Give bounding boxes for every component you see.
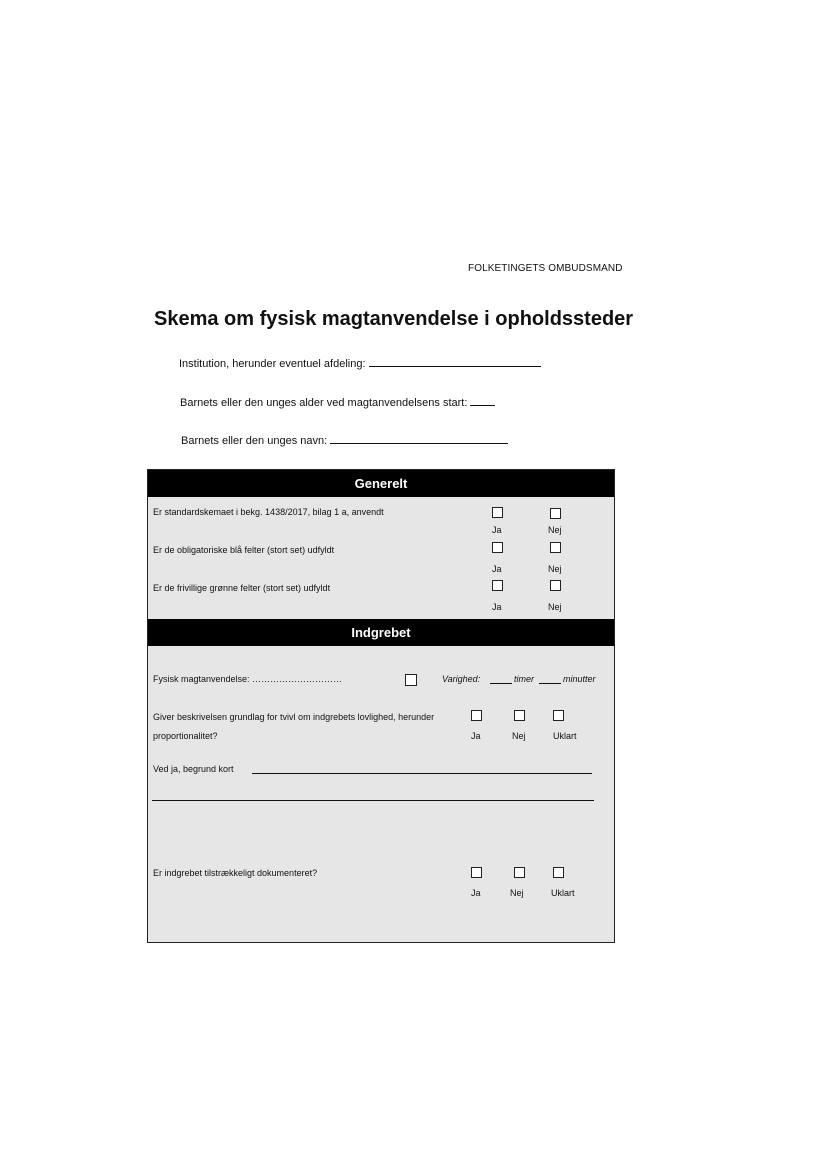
question-tvivl-line1: Giver beskrivelsen grundlag for tvivl om indgrebets lovlighed, herunder (153, 712, 435, 722)
option-label-nej: Nej (512, 731, 526, 741)
begrund-input-line-1[interactable] (252, 773, 592, 774)
question-tvivl-line2: proportionalitet? (153, 731, 218, 741)
begrund-input-line-2[interactable] (152, 800, 594, 801)
checkbox-dok-ja[interactable] (471, 867, 482, 878)
checkbox-q3-ja[interactable] (492, 580, 503, 591)
minutes-input-line[interactable] (539, 683, 561, 684)
review-panel (147, 469, 615, 943)
name-field (181, 432, 508, 447)
checkbox-q3-nej[interactable] (550, 580, 561, 591)
option-label-ja: Ja (492, 602, 502, 612)
name-label: Barnets eller den unges navn: (181, 435, 328, 447)
section-header-indgrebet: Indgrebet (148, 619, 614, 646)
option-label-ja: Ja (471, 888, 481, 898)
hours-input-line[interactable] (490, 683, 512, 684)
option-label-ja: Ja (492, 525, 502, 535)
option-label-nej: Nej (548, 525, 562, 535)
checkbox-fysisk[interactable] (405, 674, 417, 686)
varighed-label: Varighed: (442, 674, 481, 684)
checkbox-q2-ja[interactable] (492, 542, 503, 553)
age-input-line[interactable] (470, 394, 495, 406)
checkbox-dok-uklart[interactable] (553, 867, 564, 878)
checkbox-tvivl-uklart[interactable] (553, 710, 564, 721)
checkbox-q2-nej[interactable] (550, 542, 561, 553)
section-header-generelt: Generelt (148, 470, 614, 497)
checkbox-tvivl-ja[interactable] (471, 710, 482, 721)
option-label-uklart: Uklart (551, 888, 575, 898)
page-title: Skema om fysisk magtanvendelse i opholdssteder (154, 308, 634, 330)
timer-label: timer (514, 674, 534, 684)
age-field (180, 394, 495, 409)
organization-header: FOLKETINGETS OMBUDSMAND (468, 263, 623, 274)
option-label-uklart: Uklart (553, 731, 577, 741)
checkbox-q1-ja[interactable] (492, 507, 503, 518)
age-label: Barnets eller den unges alder ved magtanvendelsens start: (180, 397, 468, 409)
begrund-label: Ved ja, begrund kort (153, 764, 234, 774)
question-blaa-felter: Er de obligatoriske blå felter (stort set) udfyldt (153, 545, 335, 555)
institution-field (179, 355, 541, 370)
question-groenne-felter: Er de frivillige grønne felter (stort set) udfyldt (153, 583, 331, 593)
checkbox-dok-nej[interactable] (514, 867, 525, 878)
option-label-nej: Nej (548, 564, 562, 574)
checkbox-tvivl-nej[interactable] (514, 710, 525, 721)
checkbox-q1-nej[interactable] (550, 508, 561, 519)
institution-input-line[interactable] (369, 355, 541, 367)
name-input-line[interactable] (330, 432, 508, 444)
option-label-ja: Ja (492, 564, 502, 574)
option-label-nej: Nej (548, 602, 562, 612)
question-dokumenteret: Er indgrebet tilstrækkeligt dokumenteret? (153, 868, 318, 878)
minutter-label: minutter (563, 674, 596, 684)
institution-label: Institution, herunder eventuel afdeling: (179, 358, 366, 370)
fysisk-magtanvendelse-label: Fysisk magtanvendelse: ………………………… (153, 674, 343, 684)
option-label-ja: Ja (471, 731, 481, 741)
option-label-nej: Nej (510, 888, 524, 898)
question-standardskema: Er standardskemaet i bekg. 1438/2017, bilag 1 a, anvendt (153, 507, 384, 517)
